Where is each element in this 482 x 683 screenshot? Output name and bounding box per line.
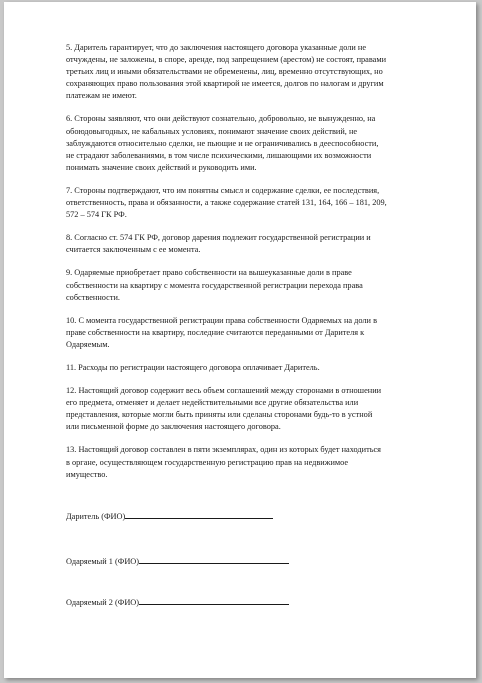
document-body xyxy=(66,42,448,492)
paragraph-6 xyxy=(66,113,448,173)
text-line: 13. Настоящий договор составлен в пяти экземплярах, один из которых будет находиться xyxy=(66,445,382,455)
text-line: ответственность, права и обязанности, а также содержание статей 131, 164, 166 – 181, 209, xyxy=(66,198,387,208)
text-line: обоюдовыгодных, не кабальных условиях, понимают значение своих действий, не xyxy=(66,126,358,136)
text-line: его предмета, отменяет и делает недействительными все другие обязательства или xyxy=(66,398,359,408)
text-line: праве собственности на квартиру, последние считаются переданными от Дарителя к xyxy=(66,327,365,337)
signature-label: Одаряемый 1 (ФИО) xyxy=(66,557,140,566)
text-line: 12. Настоящий договор содержит весь объем соглашений между сторонами в отношении xyxy=(66,386,382,396)
text-line: 572 – 574 ГК РФ. xyxy=(66,210,127,220)
text-line: сохраняющих право пользования этой квартирой не имеется, долгов по налогам и другим xyxy=(66,79,384,89)
text-line: 7. Стороны подтверждают, что им понятны смысл и содержание сделки, ее последствия, xyxy=(66,185,380,195)
text-line: 5. Даритель гарантирует, что до заключения настоящего договора указанные доли не xyxy=(66,43,367,52)
text-line: считается заключенным с ее момента. xyxy=(66,245,201,255)
paragraph-10 xyxy=(66,315,448,351)
signature-line xyxy=(125,510,273,519)
text-line: отчуждены, не заложены, в споре, аренде, под запрещением (арестом) не состоят, правами xyxy=(66,55,387,65)
paragraph-5 xyxy=(66,42,448,102)
paragraph-13 xyxy=(66,444,448,480)
paragraph-11 xyxy=(66,362,448,374)
signature-recipient-2 xyxy=(66,596,289,607)
paragraph-12 xyxy=(66,385,448,433)
paragraph-7 xyxy=(66,185,448,221)
text-line: представления, которые могли быть приняты или сделаны сторонами будь-то в устной xyxy=(66,410,373,420)
text-line: платежам не имеют. xyxy=(66,91,137,101)
text-line: 8. Согласно ст. 574 ГК РФ, договор дарения подлежит государственной регистрации и xyxy=(66,233,371,243)
text-line: 9. Одаряемые приобретает право собственности на вышеуказанные доли в праве xyxy=(66,268,352,278)
signature-donor xyxy=(66,510,273,521)
text-line: Одаряемым. xyxy=(66,339,110,349)
signature-label: Даритель (ФИО) xyxy=(66,512,126,521)
text-line: 6. Стороны заявляют, что они действуют сознательно, добровольно, не вынужденно, на xyxy=(66,114,376,124)
text-line: в органе, осуществляющем государственную регистрацию прав на недвижимое xyxy=(66,457,349,467)
paragraph-9 xyxy=(66,267,448,303)
text-line: собственности на квартиру с момента государственной регистрации перехода права xyxy=(66,280,363,290)
text-line: третьих лиц и иными обязательствами не обременены, лиц, временно отсутствующих, но xyxy=(66,67,383,77)
text-line: собственности. xyxy=(66,292,120,302)
signature-line xyxy=(139,555,289,564)
text-line: не страдают заболеваниями, в том числе психическими, лишающими их возможности xyxy=(66,150,372,160)
text-line: 11. Расходы по регистрации настоящего договора оплачивает Даритель. xyxy=(66,362,320,372)
signature-recipient-1 xyxy=(66,555,289,566)
signature-line xyxy=(139,596,289,605)
text-line: понимать значение своих действий и руководить ими. xyxy=(66,162,257,172)
signature-label: Одаряемый 2 (ФИО) xyxy=(66,598,140,607)
text-line: или письменной форме до заключения настоящего договора. xyxy=(66,422,281,432)
paragraph-8 xyxy=(66,232,448,256)
text-line: заблуждаются относительно сделки, не пьющие и не ограничивались в дееспособности, xyxy=(66,138,379,148)
text-line: имущество. xyxy=(66,469,108,479)
document-page xyxy=(4,2,476,678)
text-line: 10. С момента государственной регистрации права собственности Одаряемых на доли в xyxy=(66,315,377,325)
